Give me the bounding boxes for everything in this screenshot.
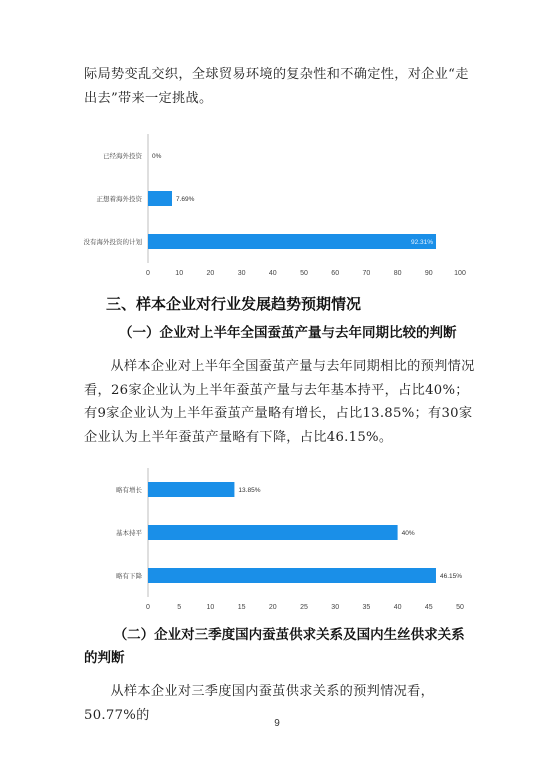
data-label: 7.69% bbox=[175, 196, 195, 203]
x-tick-label: 25 bbox=[300, 604, 308, 611]
x-tick-label: 30 bbox=[331, 604, 340, 611]
x-tick-label: 80 bbox=[393, 270, 402, 277]
paragraph-bottom: 从样本企业对三季度国内蚕茧供求关系的预判情况看，50.77%的 bbox=[84, 684, 435, 723]
category-label: 没有海外投资的计划 bbox=[83, 238, 142, 246]
x-tick-label: 60 bbox=[331, 270, 340, 277]
x-tick-label: 50 bbox=[456, 604, 464, 611]
category-label: 基本持平 bbox=[116, 529, 142, 537]
bar bbox=[148, 525, 398, 540]
x-tick-label: 50 bbox=[300, 270, 308, 277]
category-label: 略有下降 bbox=[116, 572, 142, 580]
x-tick-label: 35 bbox=[362, 604, 371, 611]
data-label: 13.85% bbox=[238, 487, 261, 494]
section-heading: 三、样本企业对行业发展趋势预期情况 bbox=[106, 295, 362, 313]
x-tick-label: 0 bbox=[146, 604, 150, 611]
x-tick-label: 20 bbox=[206, 270, 215, 277]
data-label: 46.15% bbox=[439, 573, 463, 580]
x-tick-label: 10 bbox=[175, 270, 184, 277]
cocoon-output-chart bbox=[80, 462, 480, 617]
subheading-1: （一）企业对上半年全国蚕茧产量与去年同期比较的判断 bbox=[119, 325, 457, 341]
x-tick-label: 90 bbox=[424, 270, 433, 277]
x-tick-label: 0 bbox=[146, 270, 150, 277]
bar bbox=[148, 568, 436, 583]
page-number: 9 bbox=[274, 718, 280, 729]
x-tick-label: 15 bbox=[237, 604, 246, 611]
x-tick-label: 45 bbox=[424, 604, 433, 611]
paragraph-top: 际局势变乱交织，全球贸易环境的复杂性和不确定性，对企业“走出去”带来一定挑战。 bbox=[84, 67, 469, 106]
bar bbox=[148, 482, 234, 497]
subheading-2: （二）企业对三季度国内蚕茧供求关系及国内生丝供求关系的判断 bbox=[84, 627, 465, 666]
overseas-investment-chart bbox=[80, 128, 480, 283]
data-label: 92.31% bbox=[410, 239, 434, 246]
bar bbox=[148, 191, 172, 206]
category-label: 已经海外投资 bbox=[103, 152, 142, 160]
x-tick-label: 30 bbox=[237, 270, 246, 277]
x-tick-label: 5 bbox=[177, 604, 182, 611]
x-tick-label: 40 bbox=[393, 604, 402, 611]
bar bbox=[148, 234, 436, 249]
x-tick-label: 10 bbox=[206, 604, 215, 611]
x-tick-label: 100 bbox=[454, 270, 466, 277]
data-label: 0% bbox=[152, 153, 162, 160]
category-label: 略有增长 bbox=[116, 486, 142, 494]
x-tick-label: 70 bbox=[362, 270, 371, 277]
data-label: 40% bbox=[401, 530, 415, 537]
x-tick-label: 40 bbox=[268, 270, 277, 277]
paragraph-middle: 从样本企业对上半年全国蚕茧产量与去年同期相比的预判情况看，26家企业认为上半年蚕茧产量与去年基本持平，占比40%；有9家企业认为上半年蚕茧产量略有增长，占比13.85%；有30家企业认为上半年蚕茧产量略有下降，占比46.15%。 bbox=[84, 359, 475, 445]
category-label: 正想着海外投资 bbox=[96, 195, 142, 203]
x-tick-label: 20 bbox=[268, 604, 277, 611]
